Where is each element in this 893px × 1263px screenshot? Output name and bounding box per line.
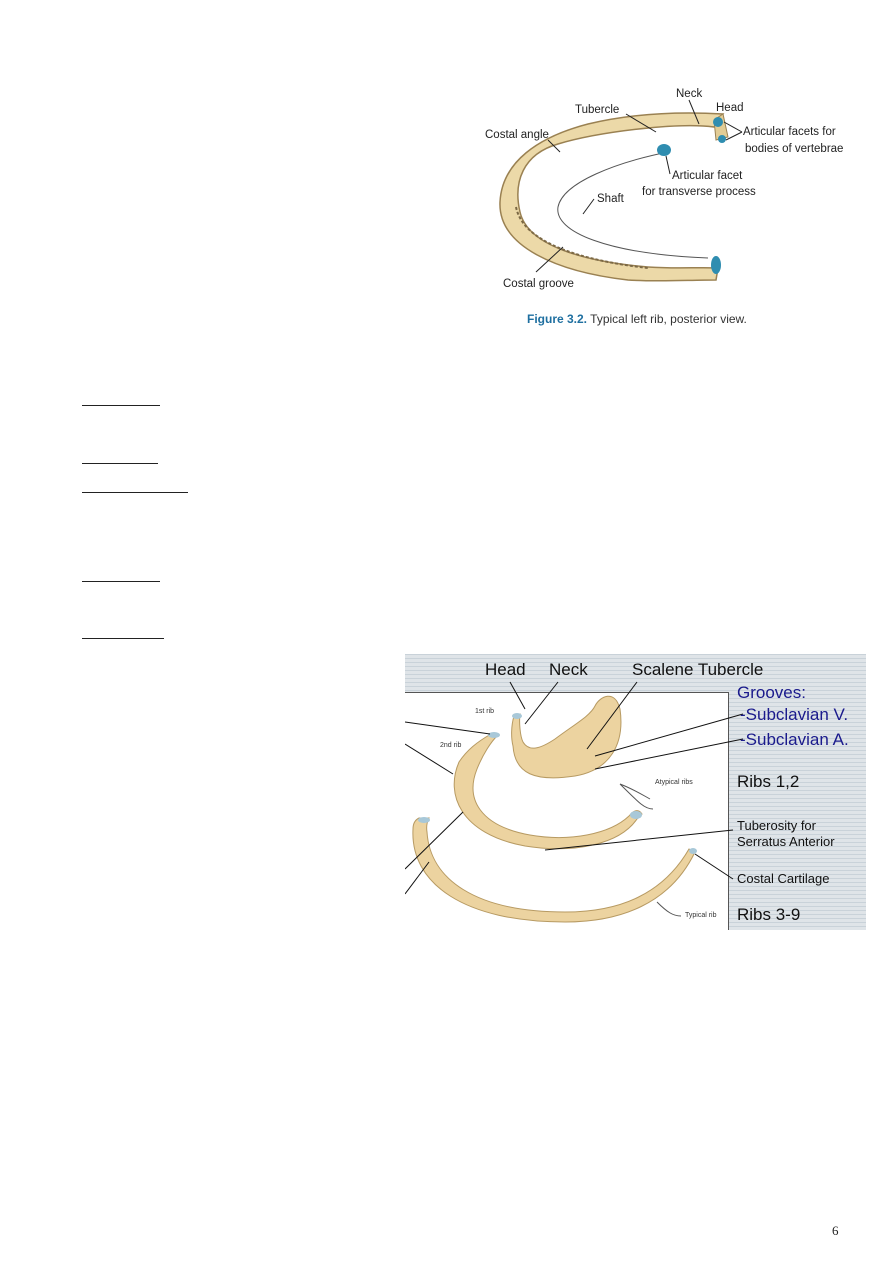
leader-atypical: [620, 784, 653, 809]
label-subclavian-v: -Subclavian V.: [740, 705, 849, 724]
typical-rib-head: [418, 817, 430, 823]
rib-figure-posterior: [478, 82, 848, 332]
figure-caption: [527, 312, 747, 326]
label-facets-bodies: Articular facets for: [743, 126, 836, 138]
page-number: 6: [832, 1223, 839, 1238]
heading-underline-5: [82, 638, 164, 639]
heading-underline-1: [82, 405, 160, 406]
tubercle-facet: [657, 144, 671, 156]
leader-shaft: [583, 199, 594, 214]
shaft-inner-line: [558, 152, 708, 258]
label-costal-groove: Costal groove: [503, 278, 574, 290]
label-ribs-1-2: Ribs 1,2: [737, 772, 800, 791]
label-head-2: Head: [485, 660, 526, 679]
label-tuberosity-2: Serratus Anterior: [737, 834, 835, 849]
leader-first-rib: [405, 722, 490, 734]
leader-typical: [657, 902, 681, 916]
leader-head: [510, 682, 525, 709]
typical-rib: [413, 818, 695, 922]
first-rib: [512, 696, 621, 778]
label-head: Head: [716, 102, 744, 114]
second-rib-head: [488, 732, 500, 738]
label-costal-angle: Costal angle: [485, 129, 549, 141]
leader-neck-2: [525, 682, 558, 724]
label-typical-rib: Typical rib: [685, 912, 717, 919]
label-tubercle: Tubercle: [575, 104, 620, 116]
label-neck-2: Neck: [549, 660, 588, 679]
typical-rib-end: [689, 848, 697, 854]
heading-underline-3: [82, 492, 188, 493]
sternal-end: [711, 256, 721, 274]
head-facet-upper: [713, 117, 723, 127]
leader-costal-cartilage: [695, 854, 733, 879]
label-2nd-rib: 2nd rib: [440, 742, 462, 749]
rib-illustration: [478, 82, 848, 332]
leader-groove: [405, 862, 429, 894]
label-neck: Neck: [676, 88, 703, 100]
label-ribs-3-9: Ribs 3-9: [737, 905, 801, 924]
second-rib-end: [630, 811, 642, 819]
label-subclavian-a: -Subclavian A.: [740, 730, 849, 749]
label-articular-facet: Articular facet: [672, 170, 743, 182]
label-facets-bodies-2: bodies of vertebrae: [745, 143, 844, 155]
leader-articular-facet: [666, 156, 670, 174]
label-costal-cartilage: Costal Cartilage: [737, 871, 830, 886]
label-articular-facet-2: for transverse process: [642, 186, 756, 198]
label-atypical-ribs: Atypical ribs: [655, 779, 693, 786]
label-tuberosity-1: Tuberosity for: [737, 818, 816, 833]
label-shaft: Shaft: [597, 193, 624, 205]
label-scalene-tubercle: Scalene Tubercle: [632, 660, 764, 679]
first-rib-head: [512, 713, 522, 719]
ribs-comparison-figure: [405, 654, 866, 930]
caption-label: Figure 3.2.: [527, 312, 588, 326]
heading-underline-2: [82, 463, 158, 464]
caption-text: Typical left rib, posterior view.: [590, 312, 747, 326]
label-grooves: Grooves:: [737, 683, 806, 702]
head-facet-lower: [718, 135, 726, 143]
label-1st-rib: 1st rib: [475, 708, 495, 715]
heading-underline-4: [82, 581, 160, 582]
